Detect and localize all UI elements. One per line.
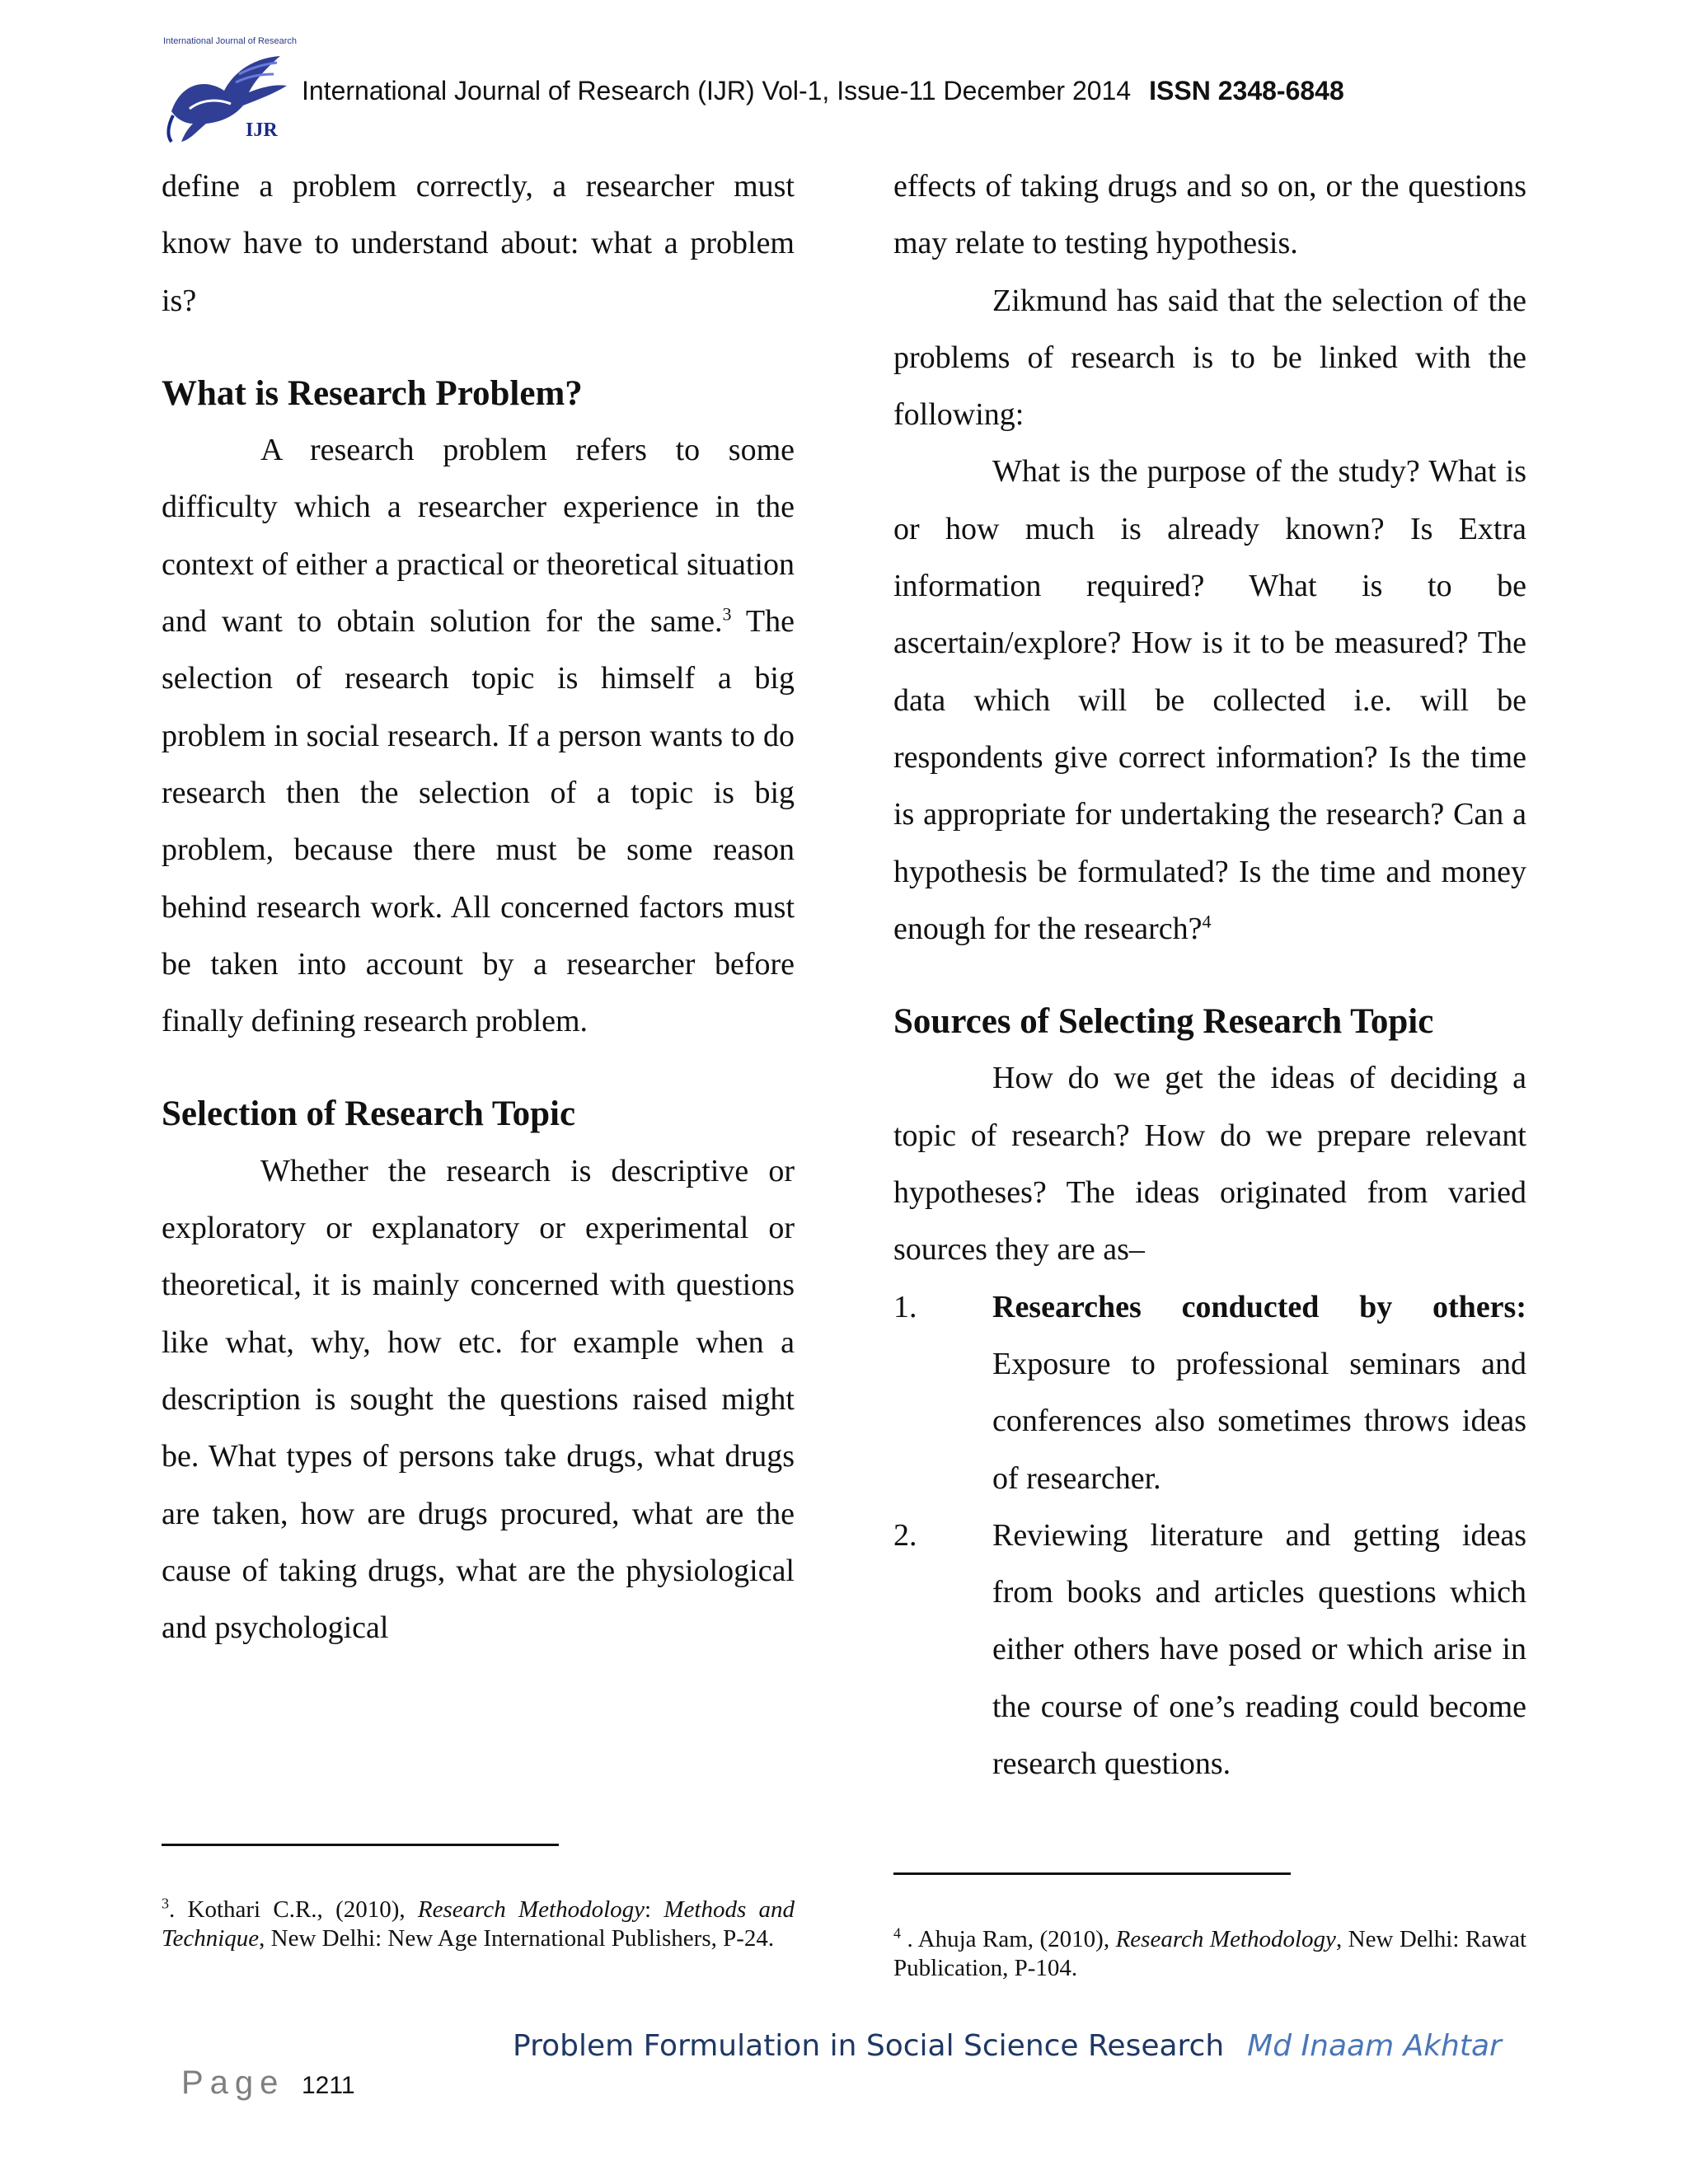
footer-author: Md Inaam Akhtar <box>1247 2029 1502 2063</box>
footnote-divider-right <box>893 1872 1291 1875</box>
logo-text: IJR <box>246 120 278 141</box>
page-header <box>157 33 1558 165</box>
list-text: Reviewing literature and getting ideas from books and articles questions which either others have posed or which arise in the course of one’s reading could become research questions. <box>992 1517 1526 1782</box>
heading-selection: Selection of Research Topic <box>162 1094 576 1134</box>
footnote-4: $^4$ . Ahuja Ram, (2010), Research Methodology, New Delhi: Rawat Publication, P-104. <box>893 1924 1527 1981</box>
list-text: Researches conducted by others: Exposure to professional seminars and conferences also sometimes throws ideas of researcher. <box>992 1289 1526 1496</box>
list-item <box>893 1279 1526 1507</box>
page-number: 1211 <box>302 2072 355 2099</box>
right-column <box>893 158 1526 1793</box>
journal-issn: ISSN 2348-6848 <box>1149 76 1344 105</box>
journal-logo <box>157 33 298 157</box>
footnote-ref-3: 3 <box>722 603 732 625</box>
journal-info <box>302 76 1344 106</box>
logo-arc-text: International Journal of Research <box>163 36 298 46</box>
page-label: Page <box>181 2064 285 2101</box>
list-number: 1. <box>893 1289 917 1324</box>
selection-paragraph: Whether the research is descriptive or exploratory or explanatory or experimental or theoretical, it is mainly concerned with questions like what, why, how etc. for example when a description is sought the questions raised might be. What types of persons take drugs, what drugs are taken, how are drugs procured, what are the cause of taking drugs, what are the physiological and psychological <box>162 1153 795 1646</box>
sources-paragraph: How do we get the ideas of deciding a topic of research? How do we prepare relevant hypotheses? The ideas originated from varied sources they are as– <box>893 1061 1526 1268</box>
list-number: 2. <box>893 1517 917 1553</box>
footnote-3: $^3$. Kothari C.R., (2010), Research Methodology: Methods and Technique, New Delhi: New Age International Publishers, P-24. <box>162 1895 795 1952</box>
footnote-ref-4: 4 <box>1202 911 1212 932</box>
heading-research-problem: What is Research Problem? <box>162 373 583 413</box>
zikmund-paragraph: Zikmund has said that the selection of the problems of research is to be linked with the following: <box>893 283 1526 433</box>
list-item <box>893 1507 1526 1793</box>
research-problem-paragraph: A research problem refers to some difficulty which a researcher experience in the context of either a practical or theoretical situation and want to obtain solution for the same.$^3$ The selection of research topic is himself a big problem in social research. If a person wants to do research then the selection of a topic is big problem, because there must be some reason behind research work. All concerned factors must be taken into account by a researcher before finally defining research problem. <box>162 433 795 1039</box>
left-column <box>162 158 795 1657</box>
intro-paragraph: define a problem correctly, a researcher must know have to understand about: what a problem is? <box>162 169 795 318</box>
footnote-divider-left <box>162 1844 559 1846</box>
footer-title: Problem Formulation in Social Science Research Md Inaam Akhtar <box>513 2029 1502 2063</box>
journal-name: International Journal of Research (IJR) Vol-1, Issue-11 December 2014 <box>302 76 1132 105</box>
continued-paragraph: effects of taking drugs and so on, or the questions may relate to testing hypothesis. <box>893 169 1526 261</box>
questions-paragraph: What is the purpose of the study? What is or how much is already known? Is Extra information required? What is to be ascertain/explore? How is it to be measured? The data which will be collected i.e. will be respondents give correct information? Is the time is appropriate for undertaking the research? Can a hypothesis be formulated? Is the time and money enough for the research?$^4$ <box>893 454 1526 946</box>
heading-sources: Sources of Selecting Research Topic <box>893 1002 1434 1042</box>
